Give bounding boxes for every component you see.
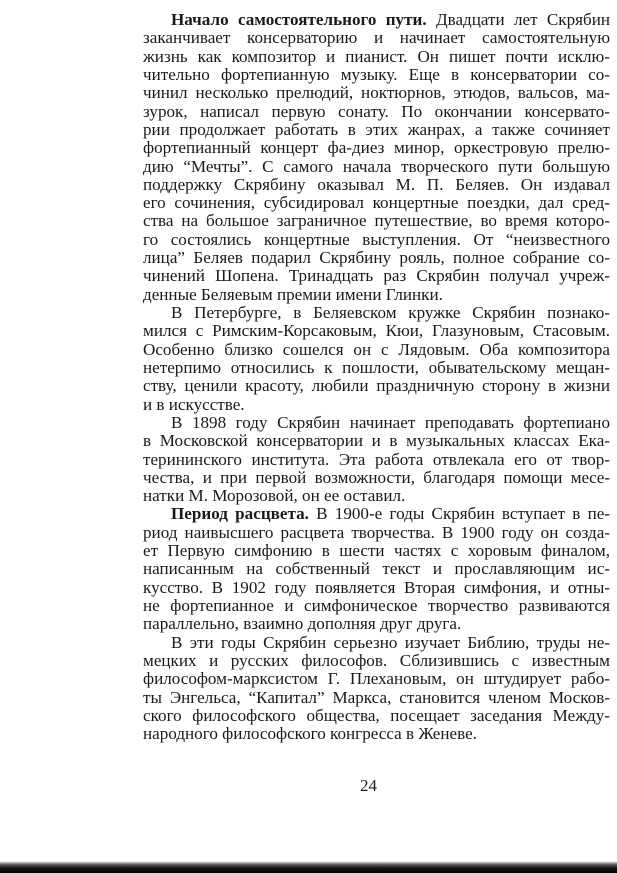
text-line: чительно фортепианную музыку. Еще в консерватории со- xyxy=(143,64,610,84)
paragraph-career-start xyxy=(143,11,610,304)
paragraph-philosophy xyxy=(143,634,610,744)
text-line: дию “Мечты”. С самого начала творческого пути большую xyxy=(143,156,610,176)
text-line: денные Беляевым премии имени Глинки. xyxy=(143,284,443,304)
text-line: ского философского общества, посещает заседания Между- xyxy=(143,705,610,725)
text-line: написанным на собственный текст и прославляющим ис- xyxy=(143,559,610,579)
body-text xyxy=(143,11,610,744)
text-line: чинил несколько прелюдий, ноктюрнов, этюдов, вальсов, ма- xyxy=(143,83,610,103)
text-line: ты Энгельса, “Капитал” Маркса, становится членом Москов- xyxy=(143,687,610,707)
text-line: и в искусстве. xyxy=(143,394,245,414)
text-line: ства на большое заграничное путешествие, во время которо- xyxy=(143,211,610,231)
scan-shadow-edge xyxy=(0,861,617,873)
text-line: заканчивает консерваторию и начинает самостоятельную xyxy=(143,28,610,48)
text-line: зурок, написал первую сонату. По окончании консервато- xyxy=(143,101,610,121)
text-line: В 1898 году Скрябин начинает преподавать фортепиано xyxy=(171,412,610,432)
text-line: в Московской консерватории и в музыкальных классах Ека- xyxy=(143,431,610,451)
text-line: жизнь как композитор и пианист. Он пишет почти исклю- xyxy=(143,46,610,66)
text-line-content: Двадцати лет Скрябин xyxy=(426,10,610,29)
text-line: народного философского конгресса в Женеве. xyxy=(143,724,477,744)
text-line: не фортепианное и симфоническое творчество развиваются xyxy=(143,596,610,615)
text-line: лица” Беляев подарил Скрябину рояль, полное собрание со- xyxy=(143,248,610,268)
text-line: философом-марксистом Г. Плехановым, он штудирует рабо- xyxy=(143,669,610,689)
text-line: параллельно, взаимно дополняя друг друга. xyxy=(143,614,462,634)
section-heading-career-start: Начало самостоятельного пути. xyxy=(171,10,427,29)
text-line: натки М. Морозовой, он ее оставил. xyxy=(143,486,406,506)
text-line: нетерпимо относились к пошлости, обывательскому мещан- xyxy=(143,357,610,377)
text-line: мился с Римским-Корсаковым, Кюи, Глазуновым, Стасовым. xyxy=(143,321,610,341)
paragraph-petersburg xyxy=(143,304,610,414)
text-line: В эти годы Скрябин серьезно изучает Библию, труды не- xyxy=(171,632,610,652)
text-line: чества, и при первой возможности, благодаря помощи мece- xyxy=(143,467,610,487)
paragraph-teaching xyxy=(143,414,610,506)
text-line: его сочинения, субсидировал концертные поездки, дал сред- xyxy=(143,193,610,213)
section-heading-flourishing: Период расцвета. xyxy=(171,504,309,524)
text-line: рии продолжает работать в этих жанрах, а также сочиняет xyxy=(143,119,610,139)
text-line: терининского института. Эта работа отвлекала его от твор- xyxy=(143,449,610,469)
text-line: мецких и русских философов. Сблизившись с известным xyxy=(143,650,610,670)
text-line: кусство. В 1902 году появляется Вторая симфония, и отны- xyxy=(143,577,610,597)
text-line: го состоялись концертные выступления. От “неизвестного xyxy=(143,229,610,249)
text-line: риод наивысшего расцвета творчества. В 1900 году он созда- xyxy=(143,522,610,542)
text-line xyxy=(143,505,610,523)
text-line: ет Первую симфонию в шести частях с хоровым финалом, xyxy=(143,541,610,561)
text-line-content: В 1900-е годы Скрябин вступает в пе- xyxy=(308,504,611,524)
text-line: фортепианный концерт фа-диез минор, оркестровую прелю- xyxy=(143,138,610,158)
text-line: В Петербурге, в Беляевском кружке Скрябин познако- xyxy=(171,303,610,322)
paragraph-flourishing xyxy=(143,505,610,633)
text-line: ству, ценили красоту, любили праздничную сторону в жизни xyxy=(143,376,610,396)
text-line: чинений Шопена. Тринадцать раз Скрябин получал учреж- xyxy=(143,266,610,286)
text-line: поддержку Скрябину оказывал М. П. Беляев. Он издавал xyxy=(143,174,610,194)
page-number: 24 xyxy=(360,776,377,795)
text-line xyxy=(143,11,610,29)
text-line: Особенно близко сошелся он с Лядовым. Оба композитора xyxy=(143,339,610,359)
